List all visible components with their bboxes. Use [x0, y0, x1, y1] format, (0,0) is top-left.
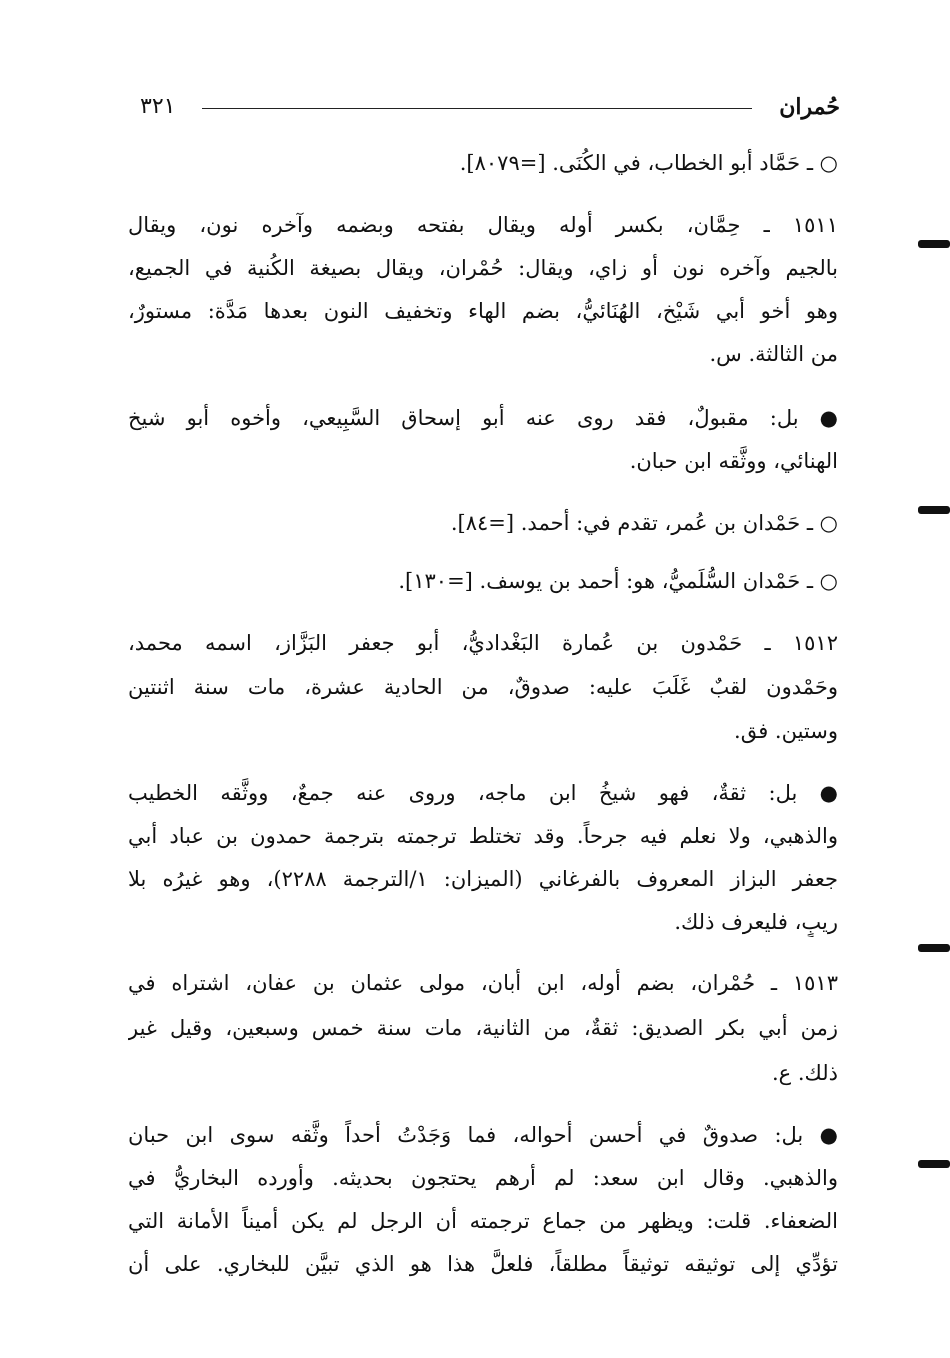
entry-1512-line: وحَمْدون لقبٌ غَلَبَ عليه: صدوقٌ، من الحادية عشرة، مات سنة اثنتين — [128, 675, 838, 699]
margin-mark — [918, 1160, 950, 1168]
entry-1513-line: زمن أبي بكر الصديق: ثقةٌ، من الثانية، مات سنة خمس وسبعين، وقيل غير — [128, 1016, 838, 1040]
entry-1512-line: ١٥١٢ ـ حَمْدون بن عُمارة البَغْداديُّ، أبو جعفر البَزَّاز، اسمه محمد، — [128, 631, 838, 655]
cross-reference-line: ○ ـ حَمْدان السُّلَميُّ، هو: أحمد بن يوسف. [=١٣٠]. — [398, 569, 838, 593]
page-number: ٣٢١ — [140, 94, 176, 119]
margin-mark — [918, 944, 950, 952]
commentary-line: تؤدِّي إلى توثيقه توثيقاً مطلقاً، فلعلَّ هذا هو الذي تبيَّن للبخاري. على أن — [128, 1252, 838, 1276]
page-header — [140, 88, 840, 124]
entry-1511-line: ١٥١١ ـ حِمَّان، بكسر أوله ويقال بفتحه وبضمه وآخره نون، ويقال — [128, 213, 838, 237]
cross-reference-line: ○ ـ حَمْدان بن عُمر، تقدم في: أحمد. [=٨٤]. — [450, 511, 838, 535]
commentary-line: والذهبي، ولا نعلم فيه جرحاً. وقد تختلط ترجمته بترجمة حمدون بن عباد أبي — [128, 824, 838, 848]
cross-reference-line: ○ ـ حَمَّاد أبو الخطاب، في الكُنَى. [=٨٠٧٩]. — [459, 151, 838, 175]
margin-mark — [918, 506, 950, 514]
commentary-line: جعفر البزاز المعروف بالفرغاني (الميزان: ١/الترجمة ٢٢٨٨)، وهو غيرُه بلا — [128, 867, 838, 891]
header-rule — [202, 108, 752, 109]
entry-1512-line: وستين. فق. — [734, 719, 838, 743]
commentary-line: الهنائي، ووثَّقه ابن حبان. — [629, 449, 838, 473]
entry-1511-line: وهو أخو أبي شَيْخ، الهُنَائيُّ، بضم الهاء وتخفيف النون بعدها مَدَّة: مستورٌ، — [128, 299, 838, 323]
commentary-line: الضعفاء. قلت: ويظهر من جماع ترجمته أن الرجل لم يكن أميناً الأمانة التي — [128, 1209, 838, 1233]
running-title: حُمران — [779, 94, 840, 120]
commentary-line: ● بل: ثقةٌ، فهو شيخُ ابن ماجه، وروى عنه جمعٌ، ووثَّقه الخطيب — [128, 781, 838, 805]
entry-1511-line: من الثالثة. س. — [709, 342, 838, 366]
margin-mark — [918, 240, 950, 248]
commentary-line: والذهبي. وقال ابن سعد: لم أرهم يحتجون بحديثه. وأورده البخاريُّ في — [128, 1166, 838, 1190]
commentary-line: ● بل: صدوقٌ في أحسن أحواله، فما وَجَدْتُ أحداً وثَّقه سوى ابن حبان — [128, 1123, 838, 1147]
commentary-line: ● بل: مقبولٌ، فقد روى عنه أبو إسحاق السَّبِيعي، وأخوه أبو شيخ — [128, 406, 838, 430]
entry-1513-line: ذلك. ع. — [771, 1061, 838, 1085]
commentary-line: ريبٍ، فليعرف ذلك. — [674, 910, 838, 934]
entry-1513-line: ١٥١٣ ـ حُمْران، بضم أوله، ابن أبان، مولى عثمان بن عفان، اشتراه في — [128, 971, 838, 995]
entry-1511-line: بالجيم وآخره نون أو زاي، ويقال: حُمْران، ويقال بصيغة الكُنية في الجميع، — [128, 256, 838, 280]
